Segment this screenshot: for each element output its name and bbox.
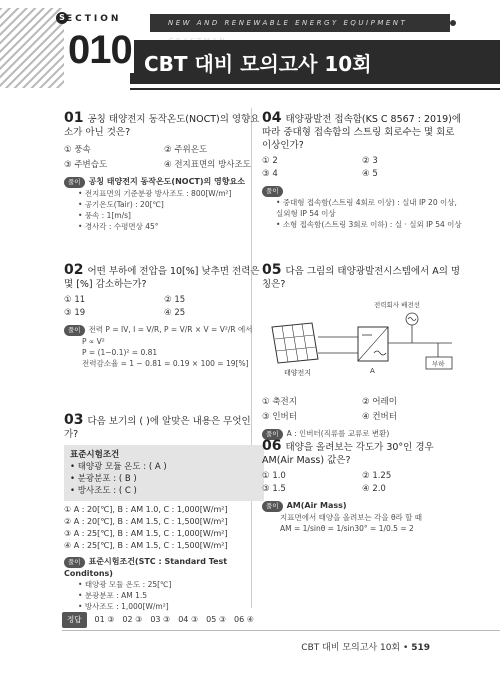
question-text: 다음 보기의 ( )에 알맞은 내용은 무엇인가? — [64, 416, 251, 440]
footer-label: CBT 대비 모의고사 10회 — [301, 643, 401, 653]
question-text: 다음 그림의 태양광발전시스템에서 A의 명칭은? — [262, 266, 461, 290]
answer-tag: 정답 — [62, 612, 87, 628]
options — [262, 395, 462, 422]
explanation-tag: 풀이 — [262, 429, 283, 440]
explanation-title: 표준시험조건(STC : Standard Test Conditons) — [64, 557, 228, 578]
page-header — [0, 0, 500, 96]
options — [64, 505, 264, 550]
option-1[interactable]: ① 1.0 — [262, 471, 286, 481]
option-4[interactable]: ④ 전지표면의 방사조도 — [164, 160, 251, 170]
box-item: • 분광분포 : ( B ) — [70, 474, 137, 484]
question-number: 05 — [262, 262, 282, 278]
header-dot — [450, 20, 456, 26]
grid-label: 전력회사 배전선 — [374, 301, 421, 309]
answer-item: 05 ③ — [206, 615, 227, 624]
explanation-line: A : 인버터(직류를 교류로 변환) — [286, 429, 390, 438]
option-1[interactable]: ① 풍속 — [64, 145, 91, 155]
question-number: 04 — [262, 110, 282, 126]
explanation-tag: 풀이 — [64, 177, 85, 188]
page-number: 519 — [411, 643, 430, 653]
question-number: 06 — [262, 438, 282, 454]
question-text: 공칭 태양전지 동작온도(NOCT)의 영향요소가 아닌 것은? — [64, 114, 260, 138]
explanation-tag: 풀이 — [64, 325, 85, 336]
answer-item: 03 ③ — [150, 615, 171, 624]
question-5 — [262, 264, 462, 440]
question-text: 어떤 부하에 전압을 10[%] 낮추면 전력은 몇 [%] 감소하는가? — [64, 266, 260, 290]
panel-label: 태양전지 — [284, 369, 312, 377]
page-footer — [301, 640, 430, 653]
explanation-item: • 전지표면의 기준분광 방사조도 : 800[W/m²] — [78, 188, 264, 199]
question-1 — [64, 112, 264, 232]
explanation-line: 전력 P = IV, I = V/R, P = V/R × V = V²/R 에서 — [88, 325, 253, 334]
explanation — [64, 176, 264, 232]
answer-item: 01 ③ — [94, 615, 115, 624]
question-3 — [64, 414, 264, 612]
explanation — [64, 556, 264, 612]
explanation-item: • 풍속 : 1[m/s] — [78, 210, 264, 221]
box-item: • 태양광 모듈 온도 : ( A ) — [70, 462, 167, 472]
option-2[interactable]: ② 1.25 — [362, 471, 392, 481]
option-4[interactable]: ④ 25 — [164, 308, 186, 318]
explanation-item: • 분광분포 : AM 1.5 — [78, 590, 264, 601]
explanation-tag: 풀이 — [64, 557, 85, 568]
footer-divider — [62, 630, 500, 631]
section-word: ECTION — [66, 14, 122, 24]
section-number: 010 — [68, 28, 132, 72]
ac-source-icon — [406, 313, 418, 325]
solar-panel-icon — [272, 323, 318, 363]
question-6 — [262, 440, 462, 534]
explanation-item: • 방사조도 : 1,000[W/m²] — [78, 601, 264, 612]
question-4 — [262, 112, 462, 230]
question-number: 03 — [64, 412, 84, 428]
option-4[interactable]: ④ 2.0 — [362, 484, 386, 494]
explanation — [262, 185, 462, 230]
explanation-line: AM = 1/sinθ = 1/sin30° = 1/0.5 = 2 — [280, 524, 414, 533]
question-number: 01 — [64, 110, 84, 126]
answer-item: 06 ④ — [234, 615, 254, 624]
options — [64, 295, 264, 318]
options — [262, 471, 462, 494]
options — [64, 143, 264, 170]
option-1[interactable]: ① 축전지 — [262, 397, 297, 407]
explanation-item: • 태양광 모듈 온도 : 25[℃] — [78, 579, 264, 590]
explanation-item: • 소형 접속함(스트링 3회로 이하) : 실 · 실외 IP 54 이상 — [276, 219, 462, 230]
inverter-box — [358, 327, 388, 361]
answer-item: 02 ③ — [122, 615, 143, 624]
option-2[interactable]: ② A : 20[℃], B : AM 1.5, C : 1,500[W/m²] — [64, 517, 228, 526]
option-4[interactable]: ④ 5 — [362, 169, 378, 179]
explanation — [64, 324, 264, 369]
explanation-title: 공칭 태양전지 동작온도(NOCT)의 영향요소 — [88, 177, 245, 186]
explanation-line: 전력감소율 = 1 − 0.81 = 0.19 × 100 = 19[%] — [82, 359, 249, 368]
option-3[interactable]: ③ 주변습도 — [64, 160, 108, 170]
option-3[interactable]: ③ 19 — [64, 308, 86, 318]
explanation-title: AM(Air Mass) — [286, 501, 347, 510]
header-subtitle: NEW AND RENEWABLE ENERGY EQUIPMENT — [150, 14, 450, 32]
condition-box — [64, 445, 264, 501]
header-underline — [130, 88, 500, 90]
explanation-line: P = (1−0.1)² = 0.81 — [82, 348, 158, 357]
option-4[interactable]: ④ 컨버터 — [362, 412, 397, 422]
question-2 — [64, 264, 264, 369]
explanation-tag: 풀이 — [262, 501, 283, 512]
option-3[interactable]: ③ A : 25[℃], B : AM 1.5, C : 1,000[W/m²] — [64, 529, 228, 538]
page-title: CBT 대비 모의고사 10회 — [144, 52, 372, 76]
option-1[interactable]: ① 11 — [64, 295, 86, 305]
options — [262, 156, 462, 179]
option-3[interactable]: ③ 1.5 — [262, 484, 286, 494]
explanation-tag: 풀이 — [262, 186, 283, 197]
option-3[interactable]: ③ 인버터 — [262, 412, 297, 422]
explanation-line: P ∝ V² — [82, 337, 105, 346]
a-label: A — [370, 367, 375, 375]
option-2[interactable]: ② 주위온도 — [164, 145, 208, 155]
section-letter: S — [56, 12, 68, 24]
explanation-item: • 경사각 : 수평면상 45° — [78, 221, 264, 232]
question-text: 태양을 올려보는 각도가 30°인 경우 AM(Air Mass) 값은? — [262, 442, 434, 466]
question-number: 02 — [64, 262, 84, 278]
box-item: • 방사조도 : ( C ) — [70, 486, 137, 496]
option-4[interactable]: ④ A : 25[℃], B : AM 1.5, C : 1,500[W/m²] — [64, 541, 228, 550]
explanation-item: • 중대형 접속함(스트링 4회로 이상) : 실내 IP 20 이상, 실외형 IP 54 이상 — [276, 197, 462, 219]
option-1[interactable]: ① 2 — [262, 156, 278, 166]
explanation-item: • 공기온도(Tair) : 20[℃] — [78, 199, 264, 210]
option-2[interactable]: ② 15 — [164, 295, 186, 305]
box-title: 표준시험조건 — [70, 450, 120, 460]
answer-item: 04 ③ — [178, 615, 199, 624]
header-pattern — [0, 8, 64, 88]
explanation — [262, 500, 462, 534]
answer-key — [62, 612, 262, 628]
option-3[interactable]: ③ 4 — [262, 169, 278, 179]
pv-system-diagram — [262, 297, 462, 387]
question-text: 태양광발전 접속함(KS C 8567 : 2019)에 따라 중대형 접속함의 스트링 회로수는 몇 회로 이상인가? — [262, 114, 462, 151]
explanation — [262, 428, 462, 440]
option-2[interactable]: ② 3 — [362, 156, 378, 166]
explanation-line: 지표면에서 태양을 올려보는 각을 θ라 할 때 — [280, 513, 423, 522]
load-label: 부하 — [432, 360, 445, 368]
option-1[interactable]: ① A : 20[℃], B : AM 1.0, C : 1,000[W/m²] — [64, 505, 228, 514]
footer-separator: • — [403, 643, 409, 653]
option-2[interactable]: ② 어레이 — [362, 397, 397, 407]
